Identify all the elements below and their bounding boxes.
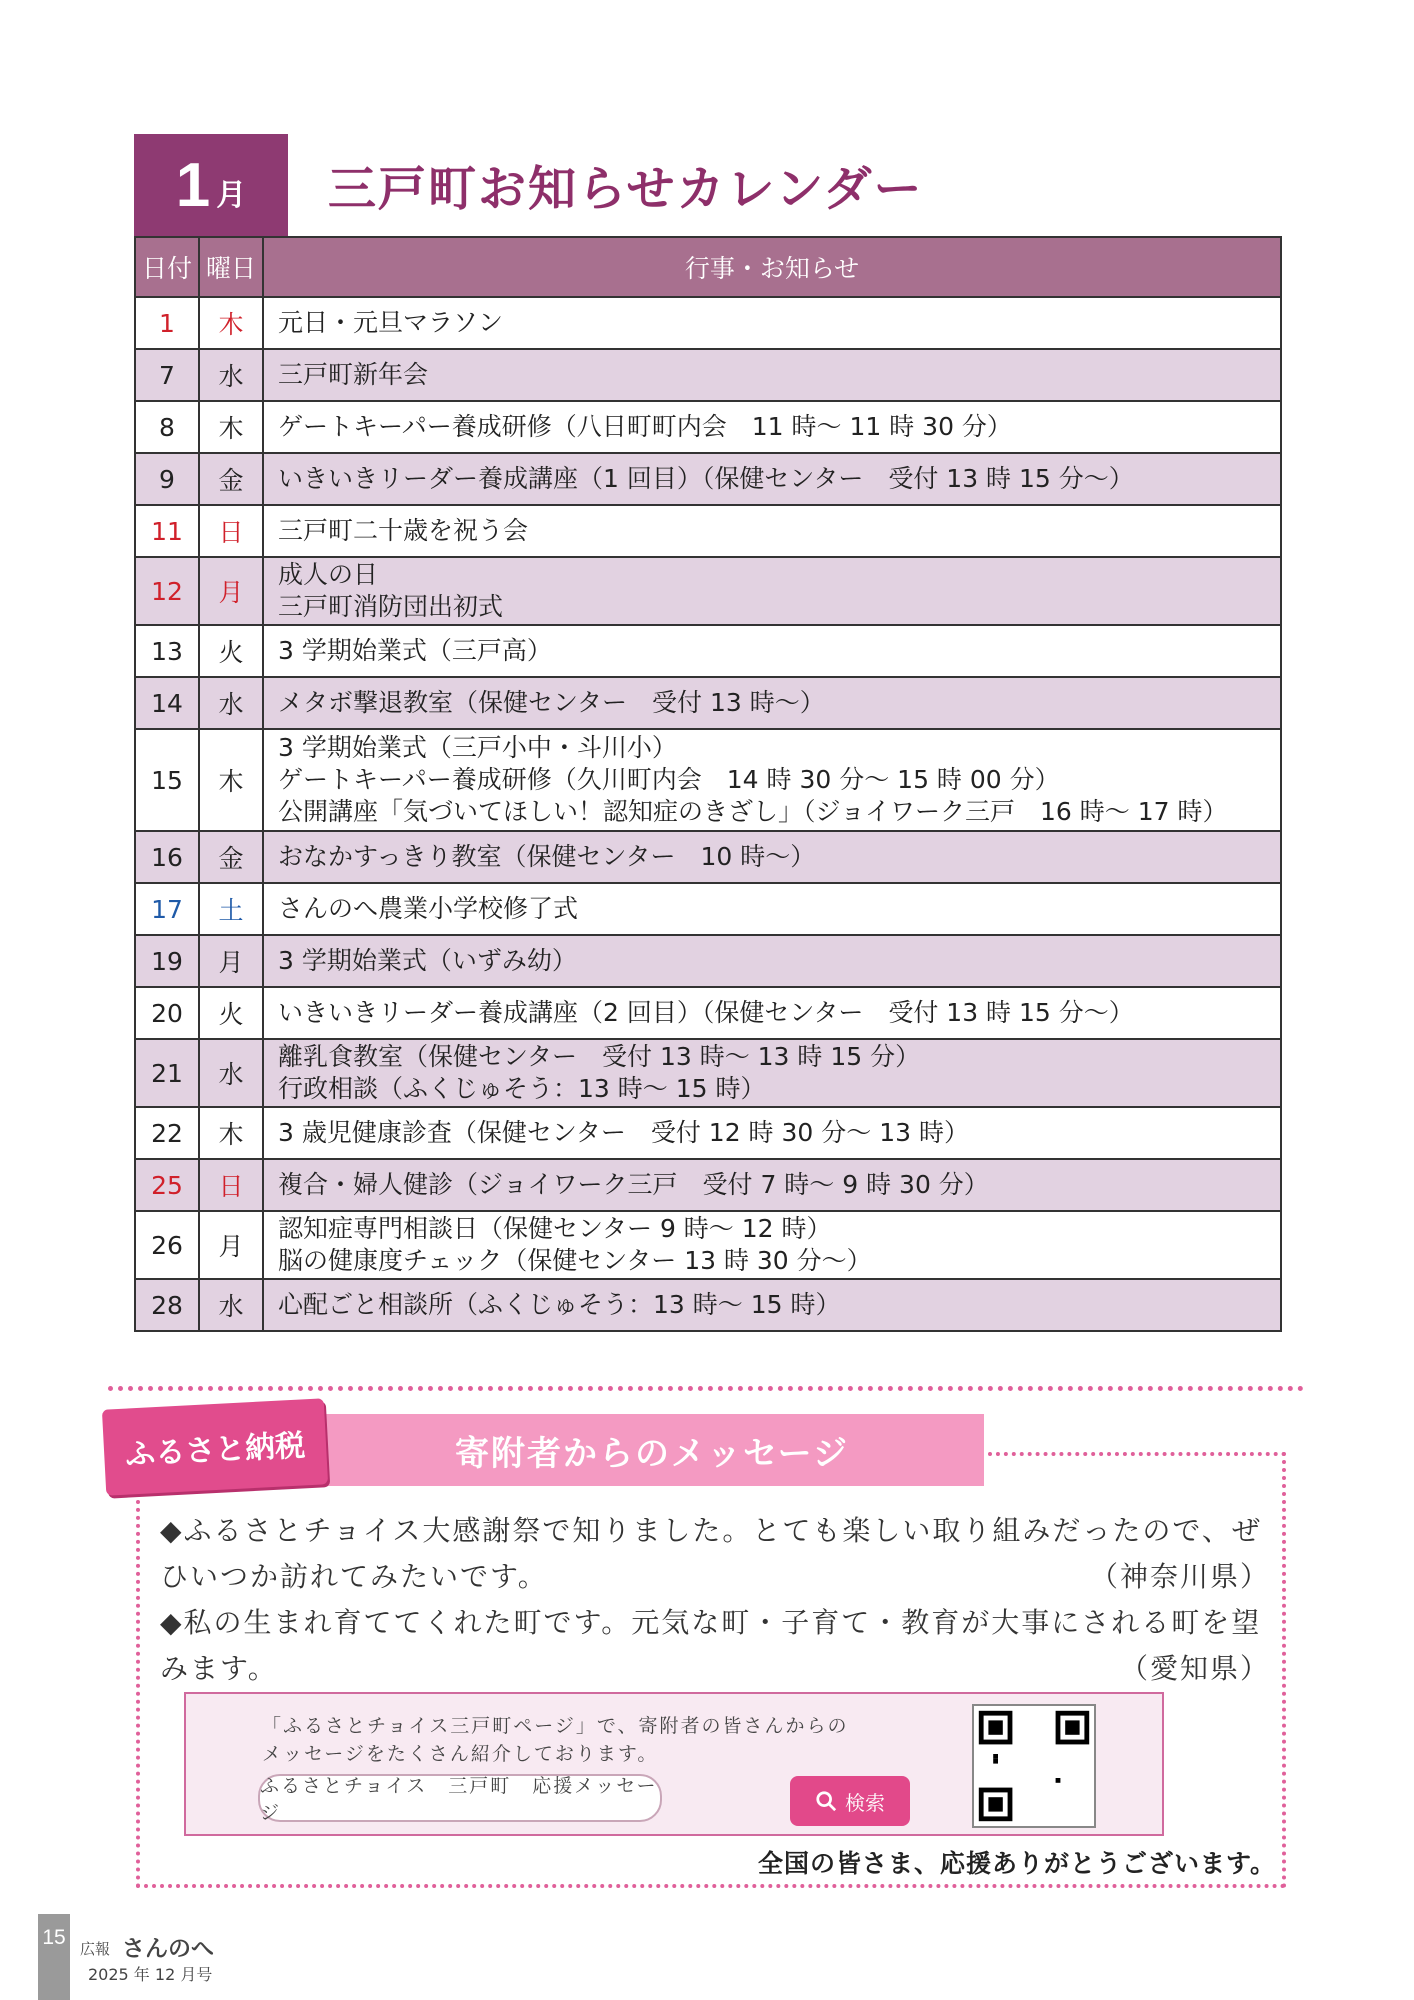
event-line: さんのへ農業小学校修了式 bbox=[278, 894, 579, 923]
date-cell: 1 bbox=[135, 297, 199, 349]
message-prefecture: （愛知県） bbox=[1119, 1652, 1270, 1685]
event-cell bbox=[263, 297, 1281, 349]
table-row bbox=[135, 677, 1281, 729]
event-line: 離乳食教室（保健センター 受付 13 時～ 13 時 15 分） bbox=[278, 1042, 921, 1071]
event-line: 脳の健康度チェック（保健センター 13 時 30 分～） bbox=[278, 1246, 872, 1275]
message-text: ◆私の生まれ育ててくれた町です。元気な町・子育て・教育が大事にされる町を望みます。 bbox=[160, 1606, 1262, 1685]
event-cell bbox=[263, 935, 1281, 987]
furusato-tag: ふるさと納税 bbox=[102, 1398, 328, 1496]
date-cell: 28 bbox=[135, 1279, 199, 1331]
event-line: 3 学期始業式（いずみ幼） bbox=[278, 946, 577, 975]
event-cell bbox=[263, 349, 1281, 401]
date-cell: 20 bbox=[135, 987, 199, 1039]
date-cell: 16 bbox=[135, 831, 199, 883]
table-row bbox=[135, 935, 1281, 987]
table-row bbox=[135, 987, 1281, 1039]
weekday-cell: 木 bbox=[199, 729, 263, 831]
event-cell bbox=[263, 1159, 1281, 1211]
weekday-cell: 水 bbox=[199, 1279, 263, 1331]
table-row bbox=[135, 729, 1281, 831]
event-cell bbox=[263, 505, 1281, 557]
date-cell: 9 bbox=[135, 453, 199, 505]
weekday-cell: 月 bbox=[199, 935, 263, 987]
donor-message bbox=[160, 1600, 1270, 1692]
event-line: いきいきリーダー養成講座（2 回目）（保健センター 受付 13 時 15 分～） bbox=[278, 998, 1134, 1027]
event-cell bbox=[263, 729, 1281, 831]
publication-label: 広報 bbox=[80, 1940, 111, 1958]
weekday-cell: 日 bbox=[199, 505, 263, 557]
table-row bbox=[135, 1107, 1281, 1159]
event-cell bbox=[263, 401, 1281, 453]
event-line: 成人の日 bbox=[278, 560, 379, 589]
table-row bbox=[135, 1211, 1281, 1279]
weekday-cell: 月 bbox=[199, 1211, 263, 1279]
table-row bbox=[135, 1279, 1281, 1331]
date-cell: 8 bbox=[135, 401, 199, 453]
search-input[interactable]: ふるさとチョイス 三戸町 応援メッセージ bbox=[258, 1774, 662, 1822]
weekday-cell: 水 bbox=[199, 1039, 263, 1107]
event-calendar-table bbox=[134, 236, 1282, 1332]
event-cell bbox=[263, 677, 1281, 729]
event-line: 認知症専門相談日（保健センター 9 時～ 12 時） bbox=[278, 1214, 832, 1243]
event-cell bbox=[263, 1107, 1281, 1159]
weekday-cell: 木 bbox=[199, 401, 263, 453]
date-cell: 15 bbox=[135, 729, 199, 831]
search-button[interactable] bbox=[790, 1776, 910, 1826]
table-header-row bbox=[135, 237, 1281, 297]
search-icon bbox=[815, 1790, 837, 1812]
event-line: ゲートキーパー養成研修（八日町町内会 11 時～ 11 時 30 分） bbox=[278, 412, 1012, 441]
page-number: 15 bbox=[42, 1926, 66, 1949]
message-frame-top bbox=[988, 1452, 1286, 1456]
thanks-message: 全国の皆さま、応援ありがとうございます。 bbox=[758, 1849, 1277, 1878]
info-box bbox=[184, 1692, 1164, 1836]
date-cell: 17 bbox=[135, 883, 199, 935]
weekday-cell: 日 bbox=[199, 1159, 263, 1211]
publication-name: さんのへ bbox=[122, 1936, 214, 1962]
table-row bbox=[135, 401, 1281, 453]
event-line: おなかすっきり教室（保健センター 10 時～） bbox=[278, 842, 816, 871]
event-line: 三戸町消防団出初式 bbox=[278, 592, 504, 621]
event-line: いきいきリーダー養成講座（1 回目）（保健センター 受付 13 時 15 分～） bbox=[278, 464, 1134, 493]
weekday-cell: 火 bbox=[199, 987, 263, 1039]
date-cell: 12 bbox=[135, 557, 199, 625]
event-cell bbox=[263, 1279, 1281, 1331]
table-row bbox=[135, 349, 1281, 401]
month-number: 1 bbox=[175, 150, 211, 220]
table-row bbox=[135, 557, 1281, 625]
event-line: 複合・婦人健診（ジョイワーク三戸 受付 7 時～ 9 時 30 分） bbox=[278, 1170, 989, 1199]
table-row bbox=[135, 297, 1281, 349]
search-button-label: 検索 bbox=[845, 1790, 885, 1815]
message-prefecture: （神奈川県） bbox=[1089, 1560, 1270, 1593]
table-row bbox=[135, 625, 1281, 677]
weekday-cell: 金 bbox=[199, 453, 263, 505]
event-line: 3 学期始業式（三戸高） bbox=[278, 636, 552, 665]
date-cell: 11 bbox=[135, 505, 199, 557]
section-divider bbox=[108, 1386, 1304, 1391]
date-column-header: 日付 bbox=[135, 237, 199, 297]
weekday-cell: 木 bbox=[199, 1107, 263, 1159]
weekday-column-header: 曜日 bbox=[199, 237, 263, 297]
event-line: メタボ撃退教室（保健センター 受付 13 時～） bbox=[278, 688, 825, 717]
event-line: 三戸町新年会 bbox=[278, 360, 429, 389]
table-row bbox=[135, 1159, 1281, 1211]
weekday-cell: 金 bbox=[199, 831, 263, 883]
event-line: 3 学期始業式（三戸小中・斗川小） bbox=[278, 733, 677, 762]
table-row bbox=[135, 453, 1281, 505]
date-cell: 19 bbox=[135, 935, 199, 987]
table-row bbox=[135, 883, 1281, 935]
publication-issue: 2025 年 12 月号 bbox=[88, 1965, 213, 1984]
donor-message bbox=[160, 1508, 1270, 1600]
event-line: 元日・元旦マラソン bbox=[278, 308, 504, 337]
date-cell: 7 bbox=[135, 349, 199, 401]
event-cell bbox=[263, 557, 1281, 625]
event-cell bbox=[263, 831, 1281, 883]
weekday-cell: 土 bbox=[199, 883, 263, 935]
date-cell: 13 bbox=[135, 625, 199, 677]
date-cell: 14 bbox=[135, 677, 199, 729]
event-cell bbox=[263, 987, 1281, 1039]
event-cell bbox=[263, 1039, 1281, 1107]
weekday-cell: 月 bbox=[199, 557, 263, 625]
date-cell: 22 bbox=[135, 1107, 199, 1159]
table-row bbox=[135, 831, 1281, 883]
weekday-cell: 水 bbox=[199, 349, 263, 401]
event-line: 三戸町二十歳を祝う会 bbox=[278, 516, 529, 545]
weekday-cell: 火 bbox=[199, 625, 263, 677]
date-cell: 26 bbox=[135, 1211, 199, 1279]
qr-code-icon[interactable] bbox=[972, 1704, 1096, 1828]
info-line: 「ふるさとチョイス三戸町ページ」で、寄附者の皆さんからの bbox=[262, 1715, 849, 1737]
event-line: 3 歳児健康診査（保健センター 受付 12 時 30 分～ 13 時） bbox=[278, 1118, 969, 1147]
event-cell bbox=[263, 883, 1281, 935]
message-text: ◆ふるさとチョイス大感謝祭で知りました。とても楽しい取り組みだったので、ぜひいつか訪れてみたいです。 bbox=[160, 1514, 1262, 1593]
event-line: 公開講座「気づいてほしい！認知症のきざし」（ジョイワーク三戸 16 時～ 17 時） bbox=[278, 797, 1228, 826]
message-banner: 寄附者からのメッセージ bbox=[320, 1414, 984, 1486]
date-cell: 25 bbox=[135, 1159, 199, 1211]
event-cell bbox=[263, 625, 1281, 677]
table-row bbox=[135, 1039, 1281, 1107]
info-line: メッセージをたくさん紹介しております。 bbox=[262, 1743, 659, 1765]
event-line: ゲートキーパー養成研修（久川町内会 14 時 30 分～ 15 時 00 分） bbox=[278, 765, 1060, 794]
weekday-cell: 木 bbox=[199, 297, 263, 349]
weekday-cell: 水 bbox=[199, 677, 263, 729]
event-cell bbox=[263, 1211, 1281, 1279]
page-title: 三戸町お知らせカレンダー bbox=[328, 161, 924, 217]
event-cell bbox=[263, 453, 1281, 505]
event-line: 心配ごと相談所（ふくじゅそう：13 時～ 15 時） bbox=[278, 1290, 841, 1319]
event-column-header: 行事・お知らせ bbox=[263, 237, 1281, 297]
month-badge bbox=[134, 134, 288, 236]
month-suffix: 月 bbox=[216, 178, 247, 213]
info-text bbox=[262, 1712, 848, 1768]
table-row bbox=[135, 505, 1281, 557]
date-cell: 21 bbox=[135, 1039, 199, 1107]
event-line: 行政相談（ふくじゅそう：13 時～ 15 時） bbox=[278, 1074, 766, 1103]
